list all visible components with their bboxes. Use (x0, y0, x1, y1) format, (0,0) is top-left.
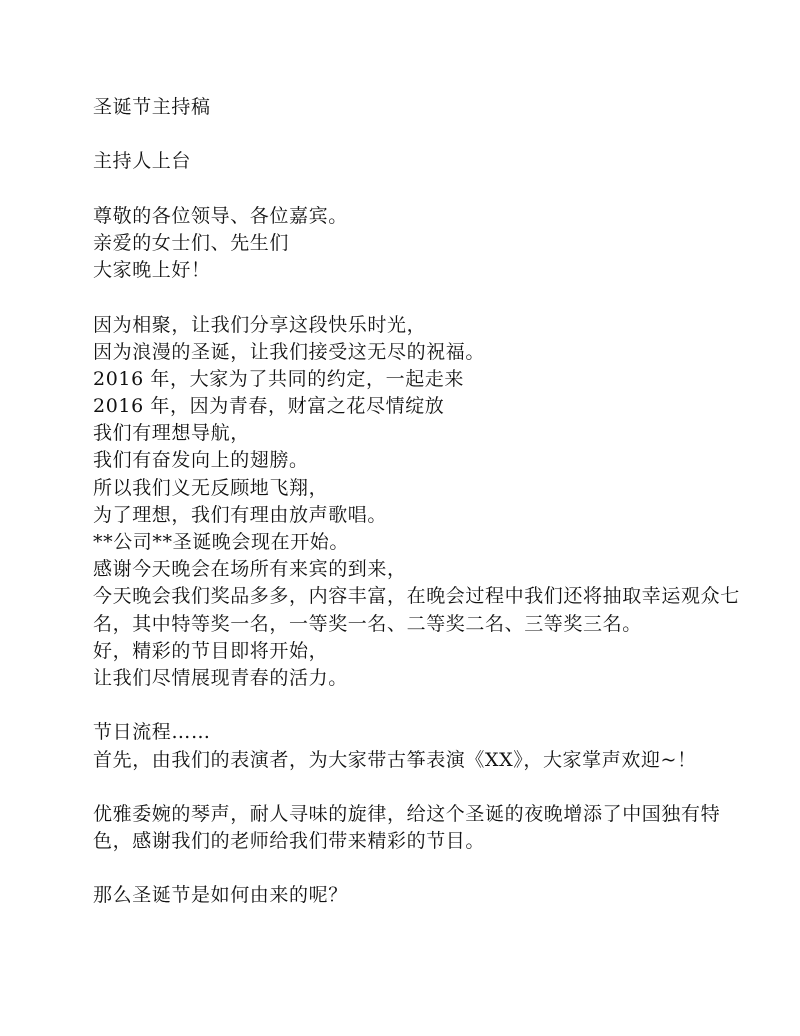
paragraph-line: 大家晚上好！ (93, 259, 211, 282)
paragraph-line: 名，其中特等奖一名，一等奖一名、二等奖二名、三等奖三名。 (93, 612, 642, 635)
paragraph-line: 那么圣诞节是如何由来的呢？ (93, 884, 348, 907)
paragraph-line: 今天晚会我们奖品多多，内容丰富，在晚会过程中我们还将抽取幸运观众七 (93, 585, 740, 608)
document-body (93, 94, 740, 910)
paragraph-line: 好，精彩的节目即将开始， (93, 639, 329, 662)
blank-line (93, 121, 733, 148)
section-heading: 主持人上台 (93, 150, 192, 173)
blank-line (93, 284, 733, 311)
paragraph-line: 因为相聚，让我们分享这段快乐时光， (93, 313, 427, 336)
paragraph-line: 节日流程…… (93, 721, 211, 744)
paragraph-line: 我们有理想导航， (93, 422, 250, 445)
paragraph-line: **公司**圣诞晚会现在开始。 (93, 531, 350, 553)
paragraph-line: 优雅委婉的琴声，耐人寻味的旋律，给这个圣诞的夜晚增添了中国独有特 (93, 802, 721, 825)
paragraph-line: 所以我们义无反顾地飞翔， (93, 476, 329, 499)
paragraph-line: 2016 年，因为青春，财富之花尽情绽放 (93, 395, 445, 418)
paragraph-line: 亲爱的女士们、先生们 (93, 231, 290, 254)
blank-line (93, 176, 733, 203)
paragraph-line: 色，感谢我们的老师给我们带来精彩的节目。 (93, 830, 486, 853)
paragraph-line: 尊敬的各位领导、各位嘉宾。 (93, 204, 348, 227)
paragraph-line: 2016 年，大家为了共同的约定，一起走来 (93, 367, 464, 390)
paragraph-line: 首先，由我们的表演者，为大家带古筝表演《XX》，大家掌声欢迎~！ (93, 748, 697, 771)
paragraph-line: 因为浪漫的圣诞，让我们接受这无尽的祝福。 (93, 340, 486, 363)
paragraph-line: 让我们尽情展现青春的活力。 (93, 666, 348, 689)
paragraph-line: 感谢今天晚会在场所有来宾的到来， (93, 558, 407, 581)
blank-line (93, 692, 733, 719)
paragraph-line: 为了理想，我们有理由放声歌唱。 (93, 503, 388, 526)
document-title: 圣诞节主持稿 (93, 96, 211, 118)
blank-line (93, 774, 733, 801)
paragraph-line: 我们有奋发向上的翅膀。 (93, 449, 309, 472)
blank-line (93, 855, 733, 882)
